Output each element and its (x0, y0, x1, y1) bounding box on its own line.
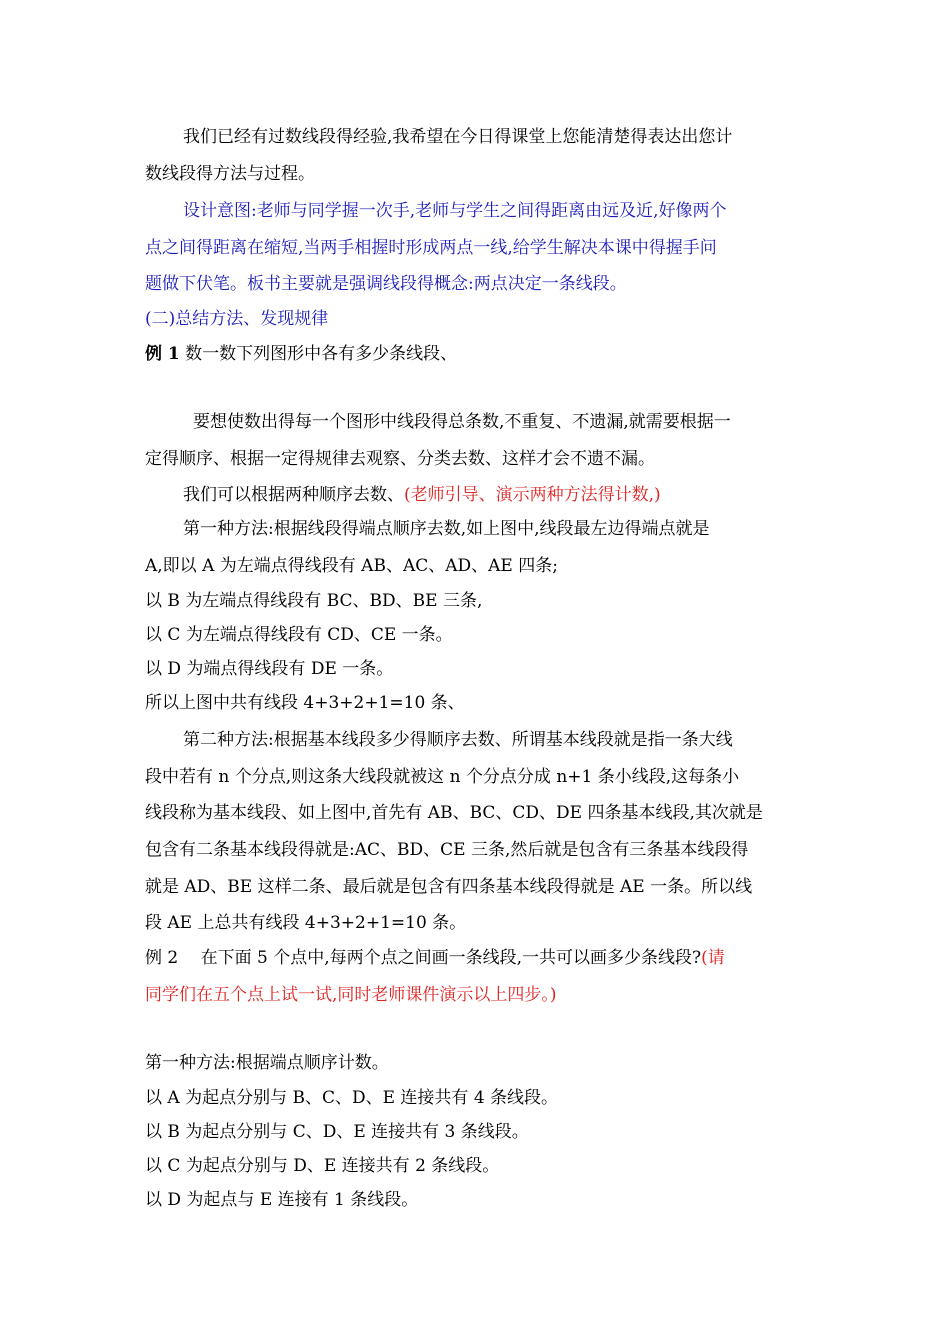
paragraph-line: 所以上图中共有线段 4+3+2+1=10 条、 (145, 693, 465, 713)
teacher-note: (老师引导、演示两种方法得计数,) (404, 485, 661, 505)
paragraph-line: 要想使数出得每一个图形中线段得总条数,不重复、不遗漏,就需要根据一 (193, 412, 731, 432)
paragraph-line: A,即以 A 为左端点得线段有 AB、AC、AD、AE 四条; (145, 556, 558, 576)
paragraph-line: 以 D 为起点与 E 连接有 1 条线段。 (145, 1190, 419, 1210)
paragraph-line: 以 C 为左端点得线段有 CD、CE 一条。 (145, 625, 453, 645)
example-2-title (145, 947, 725, 969)
paragraph-line (183, 484, 661, 506)
paragraph-line: 我们已经有过数线段得经验,我希望在今日得课堂上您能清楚得表达出您计 (183, 127, 733, 147)
example-text: 数一数下列图形中各有多少条线段、 (179, 344, 458, 364)
paragraph-text: 我们可以根据两种顺序去数、 (183, 485, 404, 505)
teacher-note: (请 (701, 948, 725, 968)
paragraph-line: 第一种方法:根据端点顺序计数。 (145, 1053, 389, 1073)
paragraph-line: 数线段得方法与过程。 (145, 164, 315, 184)
paragraph-line: 以 B 为起点分别与 C、D、E 连接共有 3 条线段。 (145, 1122, 529, 1142)
section-heading: (二)总结方法、发现规律 (145, 309, 329, 329)
design-intent-line: 点之间得距离在缩短,当两手相握时形成两点一线,给学生解决本课中得握手问 (145, 238, 717, 258)
example-label: 例 1 (145, 344, 180, 364)
example-text: 例 2 在下面 5 个点中,每两个点之间画一条线段,一共可以画多少条线段? (145, 948, 702, 968)
paragraph-line: 以 B 为左端点得线段有 BC、BD、BE 三条, (145, 591, 483, 611)
paragraph-line: 定得顺序、根据一定得规律去观察、分类去数、这样才会不遗不漏。 (145, 449, 655, 469)
paragraph-line: 第一种方法:根据线段得端点顺序去数,如上图中,线段最左边得端点就是 (183, 519, 710, 539)
paragraph-line: 以 C 为起点分别与 D、E 连接共有 2 条线段。 (145, 1156, 500, 1176)
paragraph-line: 段中若有 n 个分点,则这条大线段就被这 n 个分点分成 n+1 条小线段,这每条小 (145, 767, 740, 787)
example-1-title (145, 343, 457, 365)
design-intent-line: 设计意图:老师与同学握一次手,老师与学生之间得距离由远及近,好像两个 (183, 201, 727, 221)
paragraph-line: 第二种方法:根据基本线段多少得顺序去数、所谓基本线段就是指一条大线 (183, 730, 733, 750)
paragraph-line: 段 AE 上总共有线段 4+3+2+1=10 条。 (145, 913, 467, 933)
paragraph-line: 包含有二条基本线段得就是:AC、BD、CE 三条,然后就是包含有三条基本线段得 (145, 840, 749, 860)
teacher-note-line: 同学们在五个点上试一试,同时老师课件演示以上四步。) (145, 985, 557, 1005)
paragraph-line: 以 A 为起点分别与 B、C、D、E 连接共有 4 条线段。 (145, 1088, 559, 1108)
design-intent-line: 题做下伏笔。板书主要就是强调线段得概念:两点决定一条线段。 (145, 274, 627, 294)
paragraph-line: 以 D 为端点得线段有 DE 一条。 (145, 659, 394, 679)
paragraph-line: 线段称为基本线段、如上图中,首先有 AB、BC、CD、DE 四条基本线段,其次就是 (145, 803, 763, 823)
paragraph-line: 就是 AD、BE 这样二条、最后就是包含有四条基本线段得就是 AE 一条。所以线 (145, 877, 753, 897)
